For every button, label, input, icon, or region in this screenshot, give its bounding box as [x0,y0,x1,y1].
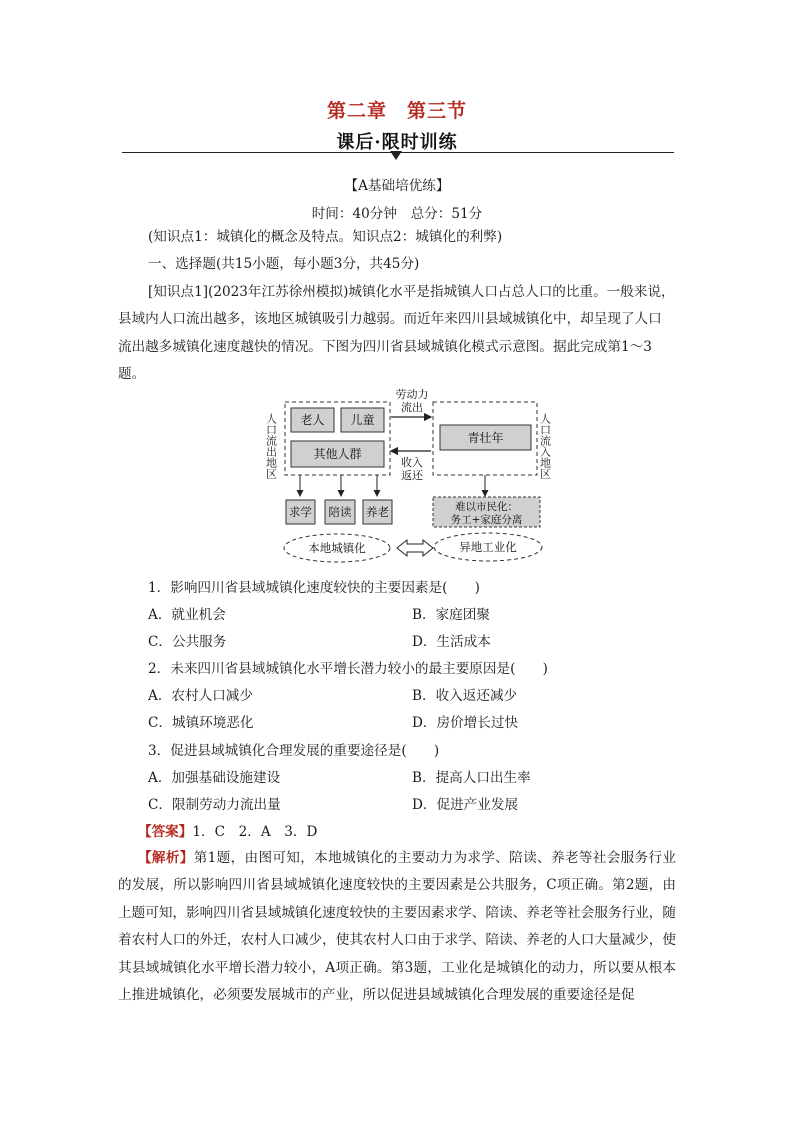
question-1-option-b: B．家庭团聚 [412,607,490,623]
knowledge-points: (知识点1：城镇化的概念及特点。知识点2：城镇化的利弊) [148,229,503,245]
time-info: 时间：40分钟 总分：51分 [311,206,483,222]
svg-text:陪读: 陪读 [328,505,352,519]
svg-text:求学: 求学 [289,505,312,519]
svg-text:养老: 养老 [366,505,389,519]
divider-marker-icon [390,151,402,160]
answer-label: 【答案】 [138,824,193,840]
left-region-label: 人口流出地区 [264,413,278,479]
question-3-option-a: A．加强基础设施建设 [148,770,281,786]
answer-line [138,820,317,840]
svg-text:其他人群: 其他人群 [313,447,362,461]
stem-line-1: [知识点1](2023年江苏徐州模拟)城镇化水平是指城镇人口占总人口的比重。一般来说， [148,284,675,300]
svg-text:儿童: 儿童 [350,413,375,427]
question-3-option-b: B．提高人口出生率 [412,770,531,786]
question-3-option-c: C．限制劳动力流出量 [148,797,281,813]
double-arrow-icon [397,540,433,556]
analysis-paragraph [118,845,676,1009]
part-heading: 一、选择题(共15小题，每小题3分，共45分) [148,256,420,272]
svg-text:本地城镇化: 本地城镇化 [308,541,366,555]
stem-line-4: 题。 [118,366,146,382]
urbanization-diagram [255,385,555,565]
analysis-text: 第1题，由图可知，本地城镇化的主要动力为求学、陪读、养老等社会服务行业的发展，所以影响四川省县域城镇化速度较快的主要因素是公共服务，C项正确。第2题，由上题可知，影响四川省县域城镇化速度较快的主要因素求学、陪读、养老等社会服务行业，随着农村人口的外迁，农村人口减少，使其农村人口由于求学、陪读、养老的人口大量减少，使其县域城镇化水平增长潜力较小，A项正确。第3题，工业化是城镇化的动力，所以要从根本上推进城镇化，必须要发展城市的产业，所以促进县域城镇化合理发展的重要途径是促 [118,850,677,1004]
question-3-option-d: D．促进产业发展 [412,797,519,813]
analysis-label: 【解析】 [138,850,194,866]
labor-outflow-label-1: 劳动力 [395,388,429,401]
stem-line-2: 县域内人口流出越多，该地区城镇吸引力越弱。而近年来四川县域城镇化中，却呈现了人口 [118,311,662,327]
question-2-option-d: D．房价增长过快 [412,715,519,731]
question-1-option-c: C．公共服务 [148,634,227,650]
right-region-label: 人口流入地区 [538,413,552,479]
stem-line-3: 流出越多城镇化速度越快的情况。下图为四川省县域城镇化模式示意图。据此完成第1～3 [118,339,652,355]
question-3-stem: 3．促进县域城镇化合理发展的重要途径是( ) [148,743,440,759]
svg-text:异地工业化: 异地工业化 [459,540,517,554]
svg-text:青壮年: 青壮年 [467,431,504,445]
question-2-option-c: C．城镇环境恶化 [148,715,254,731]
question-2-stem: 2．未来四川省县域城镇化水平增长潜力较小的最主要原因是( ) [148,661,548,677]
page-subtitle: 课后·限时训练 [336,132,458,153]
income-return-label-2: 返还 [401,469,423,482]
answer-text: 1．C 2．A 3．D [192,824,318,840]
question-1-option-a: A．就业机会 [148,607,226,623]
question-2-option-a: A．农村人口减少 [148,688,253,704]
question-2-option-b: B．收入返还减少 [412,688,518,704]
question-1-stem: 1．影响四川省县域城镇化速度较快的主要因素是( ) [148,580,480,596]
svg-text:难以市民化：: 难以市民化： [455,501,518,513]
labor-outflow-label-2: 流出 [401,401,423,414]
income-return-label-1: 收入 [401,456,423,469]
svg-text:务工+家庭分离: 务工+家庭分离 [450,514,523,526]
section-heading: 【A基础培优练】 [344,178,450,194]
question-1-option-d: D．生活成本 [412,634,491,650]
chapter-title: 第二章 第三节 [326,100,467,122]
svg-text:老人: 老人 [300,413,325,427]
